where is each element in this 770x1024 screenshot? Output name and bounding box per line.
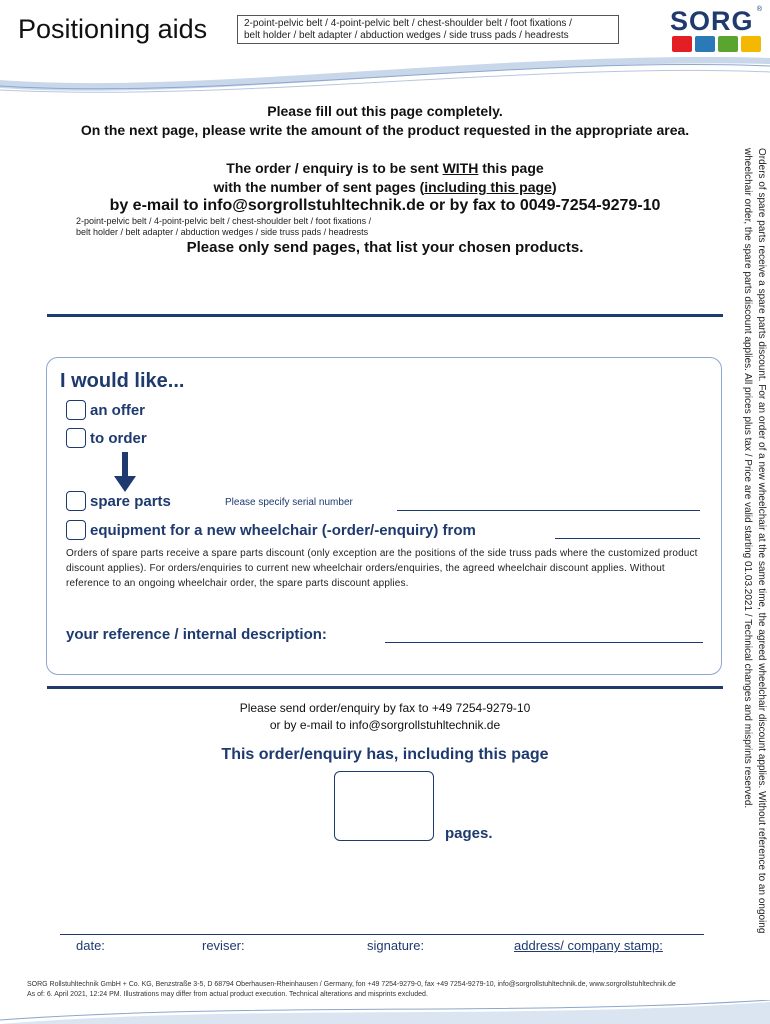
instruction-contact: by e-mail to info@sorgrollstuhltechnik.de or by fax to 0049-7254-9279-10 <box>109 197 661 214</box>
offer-label: an offer <box>90 401 146 419</box>
offer-checkbox[interactable] <box>66 400 86 420</box>
date-field-label[interactable]: date: <box>76 938 105 953</box>
instruction-only-chosen: Please only send pages, that list your chosen products. <box>186 239 584 256</box>
send-with-post: this page <box>478 160 544 176</box>
option-new-wheelchair[interactable] <box>66 520 476 540</box>
intro-product-line-1: 2-point-pelvic belt / 4-point-pelvic belt / chest-shoulder belt / foot fixations / <box>76 216 372 226</box>
new-wheelchair-label: equipment for a new wheelchair (-order/-enquiry) from <box>90 521 476 539</box>
send-email-line: or by e-mail to info@sorgrollstuhltechnik.de <box>269 718 501 732</box>
send-fax-line: Please send order/enquiry by fax to +49 7254-9279-10 <box>239 701 531 715</box>
header-swoosh-decoration <box>0 40 770 100</box>
instruction-fill-out: Please fill out this page completely. <box>267 103 503 119</box>
reviser-field-label[interactable]: reviser: <box>202 938 245 953</box>
page-count-emph: including this page <box>424 179 552 195</box>
new-wheelchair-checkbox[interactable] <box>66 520 86 540</box>
reference-field[interactable] <box>385 642 703 643</box>
signature-line <box>60 934 704 935</box>
intro-product-list <box>76 216 371 238</box>
intro-product-line-2: belt holder / belt adapter / abduction wedges / side truss pads / headrests <box>76 227 369 237</box>
company-stamp-label[interactable]: address/ company stamp: <box>514 938 663 953</box>
instruction-next-page: On the next page, please write the amount of the product requested in the appropriate area. <box>80 122 690 138</box>
send-with-emph: WITH <box>442 160 479 176</box>
reference-label: your reference / internal description: <box>66 626 327 643</box>
discount-description: Orders of spare parts receive a spare parts discount (only exception are the positions of the side truss pads where the customized product discount applies). For orders/enquiries to current new wheelchair orders/enquiries, the agreed wheelchair discount applies. Without reference to an ongoing wheelchair order, the spare parts discount applies. <box>66 548 698 589</box>
pages-label: pages. <box>445 825 493 842</box>
logo-text: SORG <box>670 6 754 36</box>
serial-number-label: Please specify serial number <box>225 497 353 508</box>
footer-legal <box>27 980 727 1000</box>
wheelchair-from-field[interactable] <box>555 538 700 539</box>
page-count-pre: with the number of sent pages ( <box>213 179 425 195</box>
spare-parts-label: spare parts <box>90 492 171 510</box>
option-spare-parts[interactable] <box>66 491 171 511</box>
instruction-page-count <box>40 179 730 195</box>
footer-disclaimer: As of: 6. April 2021, 12:24 PM. Illustrations may differ from actual product execution. Technical alterations and misprints excluded. <box>27 991 428 998</box>
side-discount-note: Orders of spare parts receive a spare parts discount. For an order of a new wheelchair at the same time, the agreed wheelchair discount applies. Without reference to an ongoing wheelchair order, the spare parts discount applies. All prices plus tax / Price are valid starting 01.03.2021 / Technical changes and misprints reserved. <box>742 148 767 934</box>
order-heading: I would like... <box>60 370 185 392</box>
divider-bottom <box>47 686 723 689</box>
signature-field-label[interactable]: signature: <box>367 938 425 953</box>
logo-registered-mark: ® <box>756 6 762 13</box>
instruction-send-with <box>40 160 730 176</box>
order-label: to order <box>90 429 147 447</box>
product-list-line-2: belt holder / belt adapter / abduction wedges / side truss pads / headrests <box>244 30 569 41</box>
page-count-post: ) <box>551 179 557 195</box>
footer-swoosh-decoration <box>0 1000 770 1024</box>
footer-company: SORG Rollstuhltechnik GmbH + Co. KG, Benzstraße 3-5, D 68794 Oberhausen-Rheinhausen / Germany, fon +49 7254-9279-0, fax +49 7254-9279-10, info@sorgrollstuhltechnik.de, www.sorgrollstuhltechnik.de <box>27 981 676 988</box>
arrow-down-icon <box>114 452 136 492</box>
divider-top <box>47 314 723 317</box>
product-list-line-1: 2-point-pelvic belt / 4-point-pelvic belt / chest-shoulder belt / foot fixations / <box>244 18 572 29</box>
page-count-input[interactable] <box>334 771 434 841</box>
page-count-heading: This order/enquiry has, including this page <box>221 746 549 763</box>
option-offer[interactable] <box>66 400 145 420</box>
page-title: Positioning aids <box>18 14 208 44</box>
order-checkbox[interactable] <box>66 428 86 448</box>
spare-parts-checkbox[interactable] <box>66 491 86 511</box>
send-with-pre: The order / enquiry is to be sent <box>226 160 443 176</box>
option-order[interactable] <box>66 428 147 448</box>
serial-number-field[interactable] <box>397 510 700 511</box>
